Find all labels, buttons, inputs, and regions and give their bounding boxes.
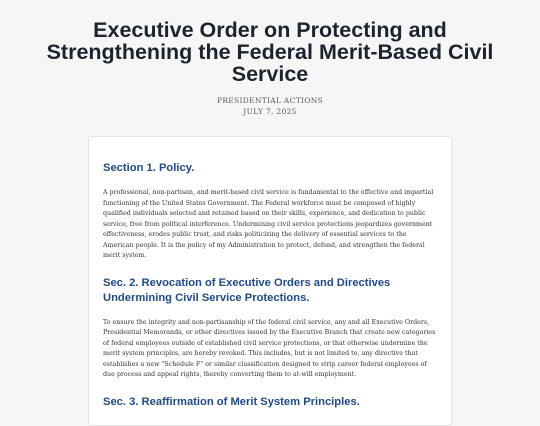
category-label: PRESIDENTIAL ACTIONS: [216, 96, 324, 105]
publish-date: JULY 7, 2025: [243, 107, 297, 116]
section-3: [103, 395, 437, 410]
section-body: To ensure the integrity and non-partisanship of the federal civil service, any and all Executive Orders, Presidential Memoranda, or other directives issued by the Executive Branch that create new categories of federal employees outside of established civil service protections, or that otherwise undermine the merit system principles, are hereby revoked. This includes, but is not limited to, any directive that establishes a new "Schedule F" or similar classification designed to strip career federal employees of due process and appeal rights, thereby converting them to at-will employment.: [103, 318, 436, 378]
page-title: Executive Order on Protecting and Strengthening the Federal Merit-Based Civil Service: [46, 18, 494, 86]
section-heading: Section 1. Policy.: [103, 162, 195, 174]
section-2: [103, 276, 437, 381]
section-body: A professional, non-partisan, and merit-based civil service is fundamental to the effective and impartial functioning of the United States Government. The Federal workforce must be composed of highly qualified individuals selected and retained based on their skills, experience, and dedication to public service, free from political interference. Undermining civil service protections jeopardizes government effectiveness, erodes public trust, and risks politicizing the delivery of essential services to the American people. It is the policy of my Administration to protect, defend, and strengthen the federal merit system.: [103, 189, 434, 259]
section-heading: Sec. 3. Reaffirmation of Merit System Principles.: [103, 395, 360, 408]
section-1: [103, 161, 437, 262]
document-card: [88, 136, 452, 426]
section-heading: Sec. 2. Revocation of Executive Orders and Directives Undermining Civil Service Protections.: [103, 276, 391, 304]
